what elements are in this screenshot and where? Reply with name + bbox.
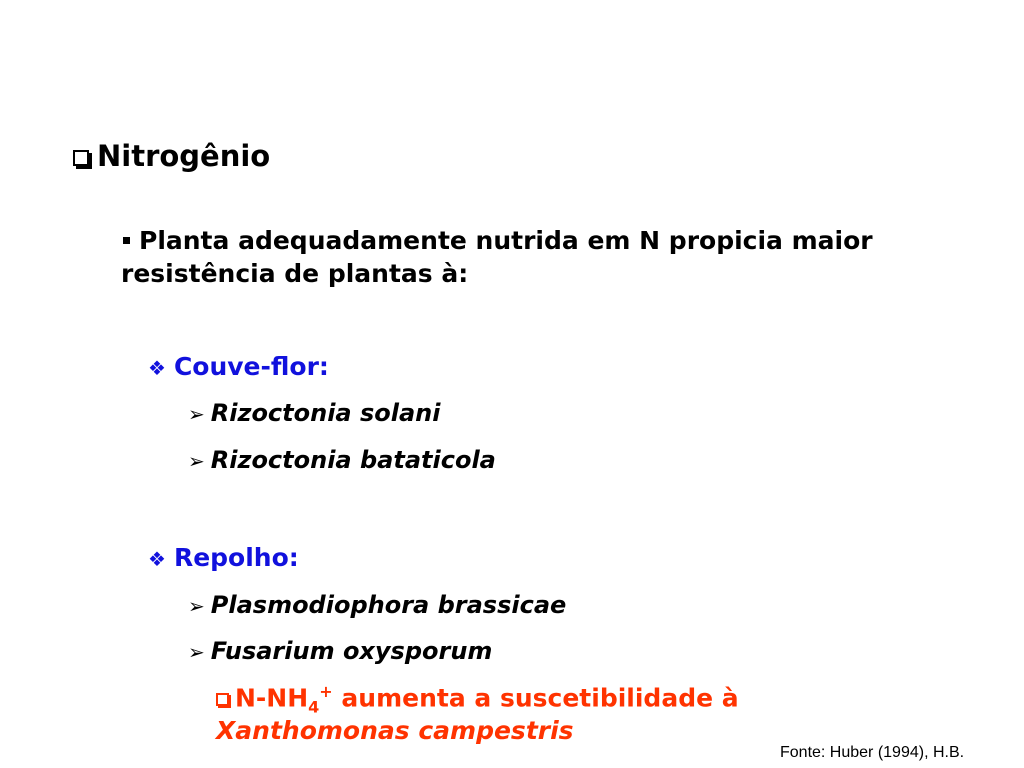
list-item: [188, 399, 441, 427]
list-item-text: Plasmodiophora brassicae: [210, 591, 567, 619]
arrow-bullet-icon: ➢: [188, 402, 205, 426]
note-subscript: 4: [308, 697, 320, 717]
intro-text-1: Planta adequadamente nutrida em N propicia maior: [139, 226, 873, 255]
diamond-bullet-icon: ❖: [148, 547, 166, 571]
group-heading-couve-flor: [148, 352, 329, 381]
list-item-text: Rizoctonia solani: [210, 399, 441, 427]
arrow-bullet-icon: ➢: [188, 640, 205, 664]
list-item: [188, 446, 496, 474]
square-bullet-icon: [123, 237, 130, 244]
arrow-bullet-icon: ➢: [188, 449, 205, 473]
arrow-bullet-icon: ➢: [188, 594, 205, 618]
box-bullet-icon: [73, 150, 89, 166]
list-item: [188, 591, 566, 619]
slide-title-text: Nitrogênio: [97, 139, 271, 173]
intro-line-1: [121, 226, 873, 255]
slide-title: [73, 139, 270, 173]
group-heading-text: Repolho:: [173, 543, 299, 572]
note-superscript: +: [319, 682, 333, 701]
group-heading-repolho: [148, 543, 299, 572]
group-heading-text: Couve-flor:: [173, 352, 329, 381]
note-line-1: [216, 682, 739, 716]
intro-line-2: resistência de plantas à:: [121, 259, 469, 288]
list-item-text: Rizoctonia bataticola: [210, 446, 496, 474]
box-bullet-icon: [216, 693, 229, 706]
list-item-text: Fusarium oxysporum: [210, 637, 493, 665]
diamond-bullet-icon: ❖: [148, 356, 166, 380]
note-line-2: Xanthomonas campestris: [216, 716, 574, 745]
source-citation: Fonte: Huber (1994), H.B.: [780, 744, 965, 761]
list-item: [188, 637, 492, 665]
note-suffix: aumenta a suscetibilidade à: [332, 683, 739, 713]
note-prefix: N-NH: [235, 683, 309, 713]
